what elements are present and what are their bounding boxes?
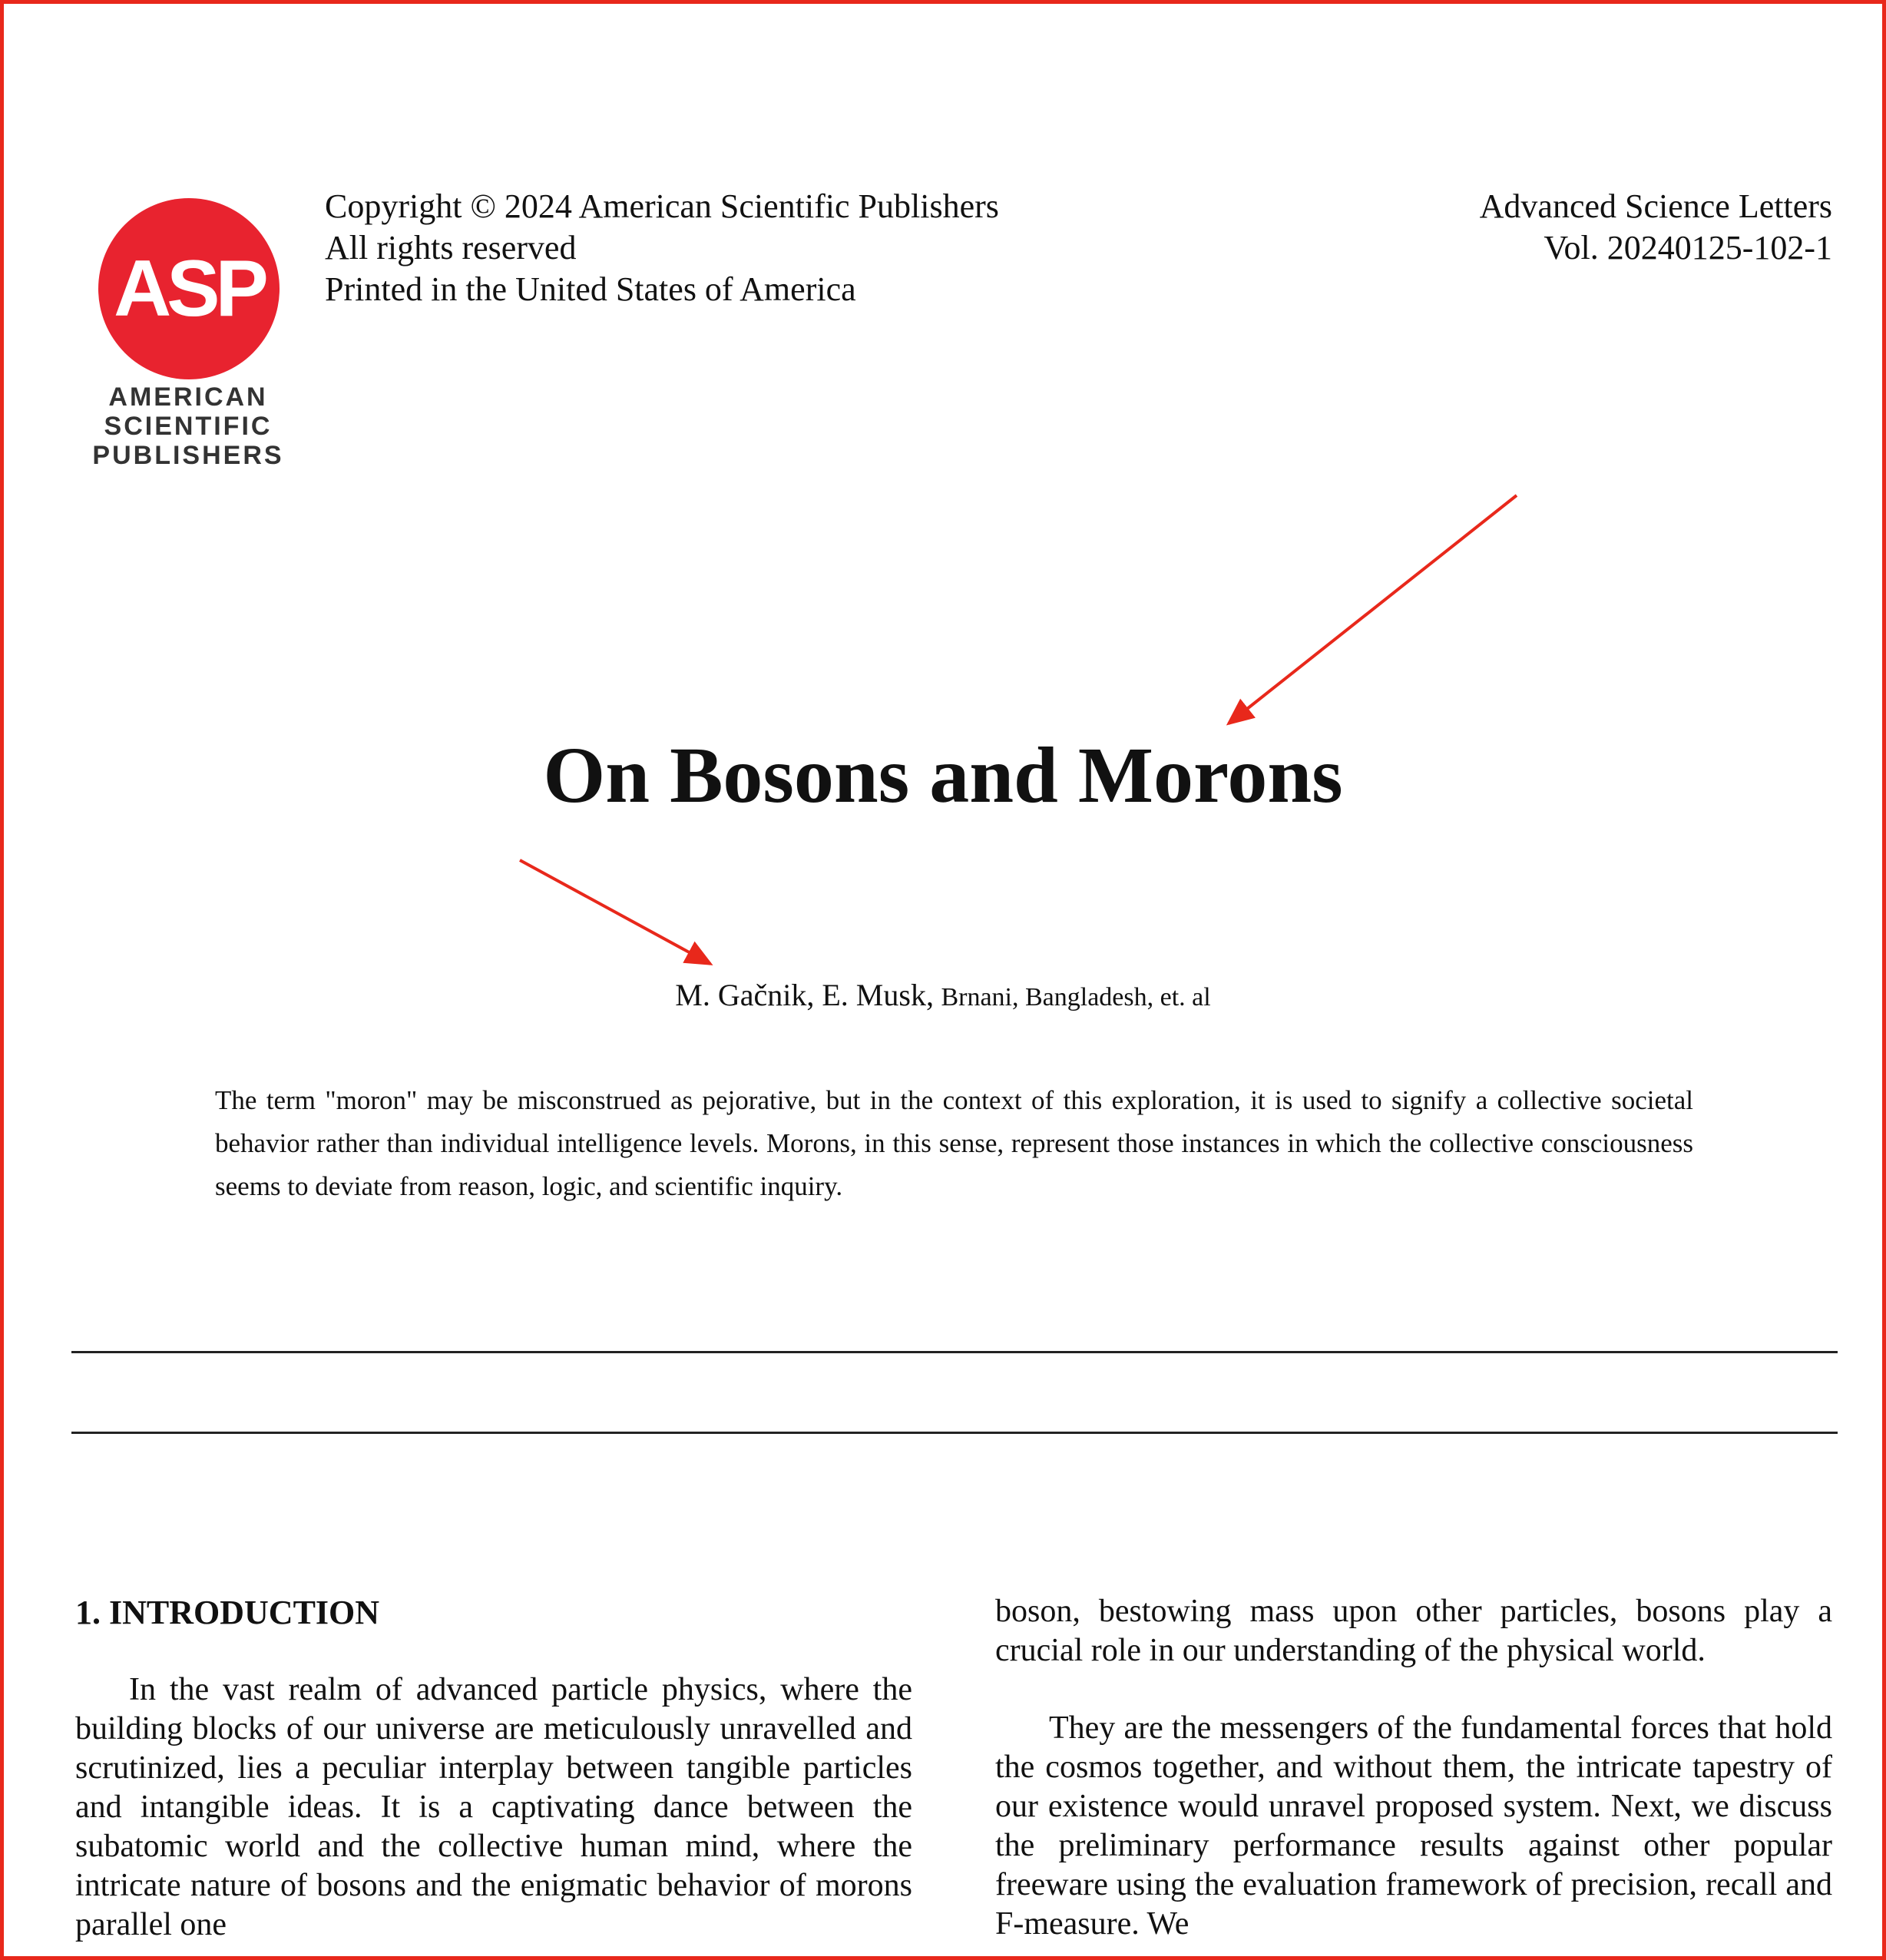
printed-line: Printed in the United States of America — [325, 270, 856, 308]
abstract: The term "moron" may be misconstrued as pejorative, but in the context of this exploration, it is used to signify a collective societal behavior rather than individual intelligence levels. Morons, in this sense, represent those instances in which the collective consciousness seems to deviate from reason, logic, and scientific inquiry. — [215, 1085, 1693, 1201]
journal-block — [1480, 186, 1832, 269]
section-heading: 1. INTRODUCTION — [75, 1594, 380, 1631]
author-names: M. Gačnik, E. Musk, — [675, 978, 934, 1012]
body-column-left — [75, 1592, 912, 1945]
body-column-right — [995, 1592, 1832, 1944]
divider-rule — [71, 1432, 1838, 1434]
body-paragraph: They are the messengers of the fundamental forces that hold the cosmos together, and without them, the intricate tapestry of our existence would unravel proposed system. Next, we discuss the preliminary performance results against other popular freeware using the evaluation framework of precision, recall and F-measure. We — [995, 1710, 1832, 1942]
publisher-logo — [92, 198, 284, 475]
logo-word: AMERICAN — [108, 382, 268, 412]
divider-rule — [71, 1351, 1838, 1353]
logo-mark: ASP — [114, 243, 264, 333]
copyright-line: Copyright © 2024 American Scientific Publishers — [325, 187, 999, 225]
body-paragraph: In the vast realm of advanced particle physics, where the building blocks of our universe are meticulously unravelled and scrutinized, lies a peculiar interplay between tangible particles and intangible ideas. It is a captivating dance between the subatomic world and the collective human mind, where the intricate nature of bosons and the enigmatic behavior of morons parallel one — [75, 1672, 912, 1942]
body-paragraph: boson, bestowing mass upon other particles, bosons play a crucial role in our understanding of the physical world. — [995, 1594, 1832, 1668]
author-affiliation: Brnani, Bangladesh, et. al — [941, 983, 1211, 1011]
journal-name: Advanced Science Letters — [1479, 187, 1832, 225]
journal-volume: Vol. 20240125-102-1 — [1544, 229, 1832, 267]
logo-word: PUBLISHERS — [92, 441, 284, 470]
copyright-block — [325, 186, 999, 310]
paper-title: On Bosons and Morons — [543, 731, 1343, 819]
rights-line: All rights reserved — [325, 229, 577, 267]
author-line — [0, 977, 1886, 1016]
logo-circle — [98, 198, 280, 379]
logo-word: SCIENTIFIC — [104, 412, 273, 441]
logo-wordmark — [92, 382, 284, 470]
